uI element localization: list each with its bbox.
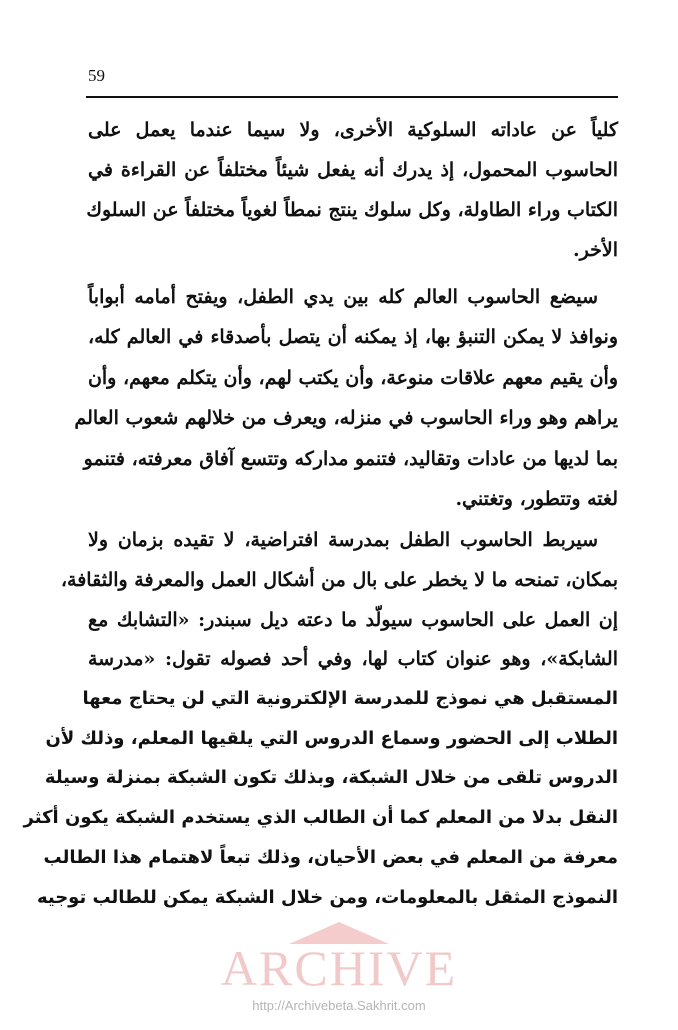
- watermark-url: http://Archivebeta.Sakhrit.com: [252, 998, 426, 1013]
- text-line: بمكان، تمنحه ما لا يخطر على بال من أشكال العمل والمعرفة والثقافة،: [60, 569, 618, 591]
- quote-line: النموذج المثقل بالمعلومات، ومن خلال الشبكة يمكن للطالب توجيه: [36, 887, 618, 908]
- paragraph-start-line: سيربط الحاسوب الطفل بمدرسة افتراضية، لا تقيده بزمان ولا: [88, 529, 598, 551]
- quote-line: الدروس تلقى من خلال الشبكة، وبذلك تكون الشبكة بمنزلة وسيلة: [44, 767, 618, 788]
- text-line: إن العمل على الحاسوب سيولّد ما دعته ديل سبندر: «التشابك مع: [88, 609, 618, 631]
- text-line: ونوافذ لا يمكن التنبؤ بها، إذ يمكنه أن يتصل بأصدقاء في العالم كله،: [88, 326, 618, 348]
- text-line: كلياً عن عاداته السلوكية الأخرى، ولا سيما عندما يعمل على: [88, 119, 618, 141]
- paragraph-start-line: سيضع الحاسوب العالم كله بين يدي الطفل، ويفتح أمامه أبواباً: [88, 286, 598, 308]
- quote-line: معرفة من المعلم في بعض الأحيان، وذلك تبعاً لاهتمام هذا الطالب: [43, 847, 618, 868]
- text-line: الكتاب وراء الطاولة، وكل سلوك ينتج نمطاً لغوياً مختلفاً عن السلوك: [86, 199, 618, 221]
- quote-line: الطلاب إلى الحضور وسماع الدروس التي يلقيها المعلم، وذلك لأن: [45, 728, 618, 749]
- watermark-logo: ARCHIVE: [220, 940, 458, 996]
- text-line: بما لديها من عادات وتقاليد، فتنمو مداركه وتتسع آفاق معرفته، فتنمو: [83, 448, 618, 470]
- quote-line: النقل بدلا من المعلم كما أن الطالب الذي يستخدم الشبكة يكون أكثر: [23, 807, 618, 828]
- quote-line: المستقبل هي نموذج للمدرسة الإلكترونية التي لن يحتاج معها: [82, 688, 618, 709]
- text-line: لغته وتتطور، وتغتني.: [455, 488, 618, 510]
- page-number: 59: [88, 66, 105, 85]
- text-line: الحاسوب المحمول، إذ يدرك أنه يفعل شيئاً مختلفاً عن القراءة في: [88, 159, 618, 181]
- text-line: وأن يقيم معهم علاقات منوعة، وأن يكتب لهم، وأن يتكلم معهم، وأن: [87, 367, 618, 389]
- text-line: الشابكة»، وهو عنوان كتاب لها، وفي أحد فصوله تقول: «مدرسة: [88, 648, 618, 670]
- text-line: يراهم وهو وراء الحاسوب في منزله، ويعرف من خلالهم شعوب العالم: [74, 407, 618, 429]
- header-rule: [86, 96, 618, 98]
- text-line: الأخر.: [573, 239, 618, 261]
